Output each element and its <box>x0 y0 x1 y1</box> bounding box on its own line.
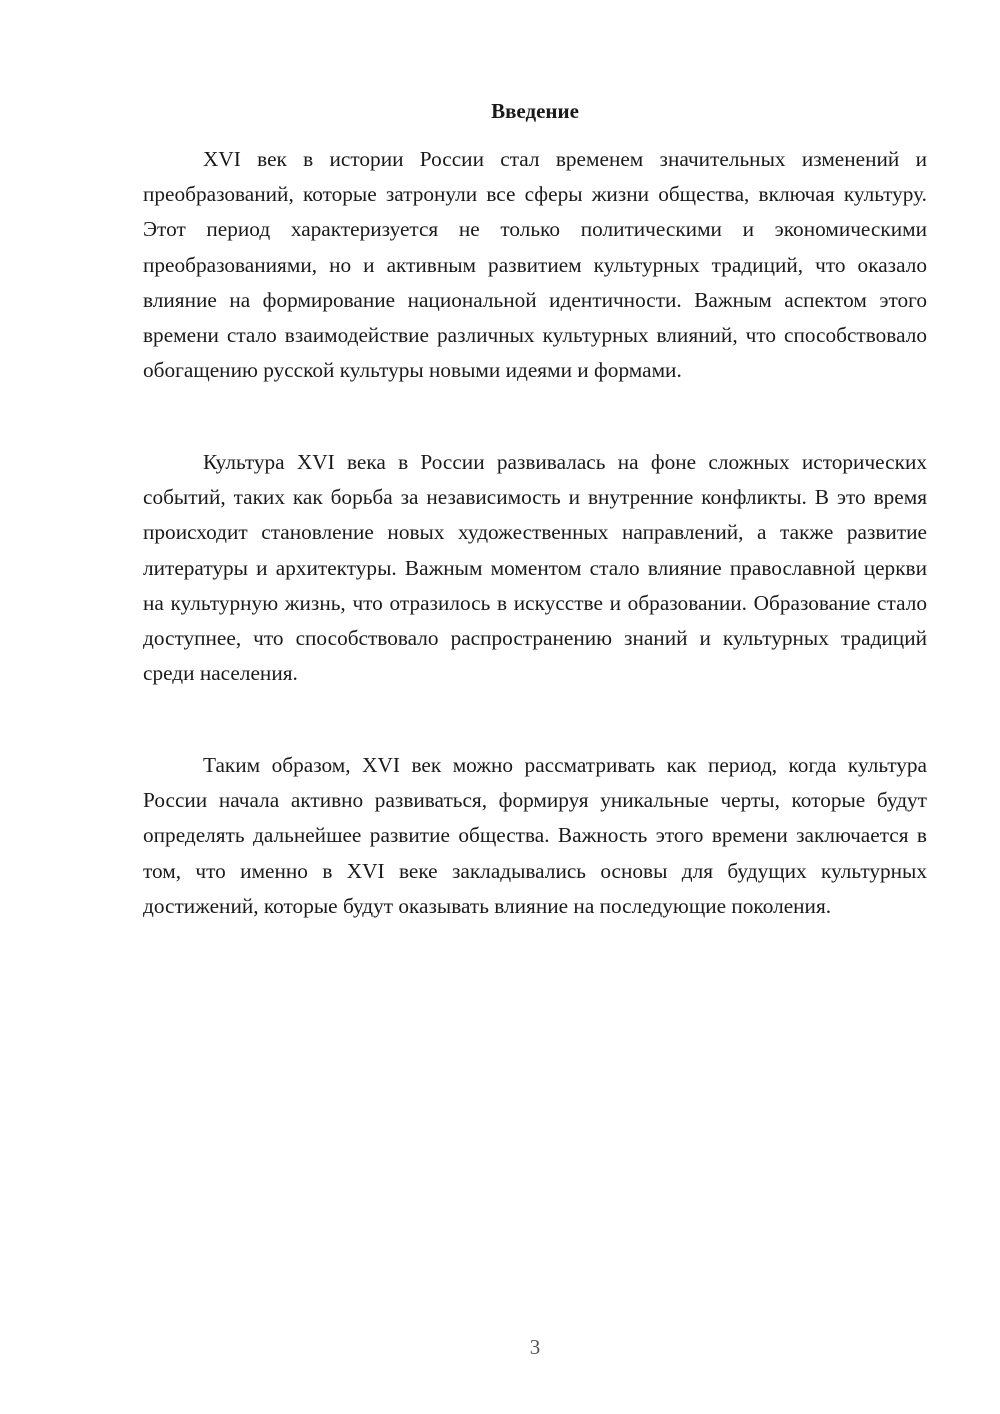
paragraph-2: Культура XVI века в России развивалась на фоне сложных исторических событий, таких как борьба за независимость и внутренние конфликты. В это время происходит становление новых художественных направлений, а также развитие литературы и архитектуры. Важным моментом стало влияние православной церкви на культурную жизнь, что отразилось в искусстве и образовании. Образование стало доступнее, что способствовало распространению знаний и культурных традиций среди населения. <box>143 450 927 686</box>
page-number: 3 <box>529 1335 541 1359</box>
paragraph-1: XVI век в истории России стал временем значительных изменений и преобразований, которые затронули все сферы жизни общества, включая культуру. Этот период характеризуется не только политическими и экономическими преобразованиями, но и активным развитием культурных традиций, что оказало влияние на формирование национальной идентичности. Важным аспектом этого времени стало взаимодействие различных культурных влияний, что способствовало обогащению русской культуры новыми идеями и формами. <box>143 147 927 383</box>
section-heading: Введение <box>491 99 579 123</box>
paragraph-3: Таким образом, XVI век можно рассматривать как период, когда культура России начала активно развиваться, формируя уникальные черты, которые будут определять дальнейшее развитие общества. Важность этого времени заключается в том, что именно в XVI веке закладывались основы для будущих культурных достижений, которые будут оказывать влияние на последующие поколения. <box>143 753 927 918</box>
